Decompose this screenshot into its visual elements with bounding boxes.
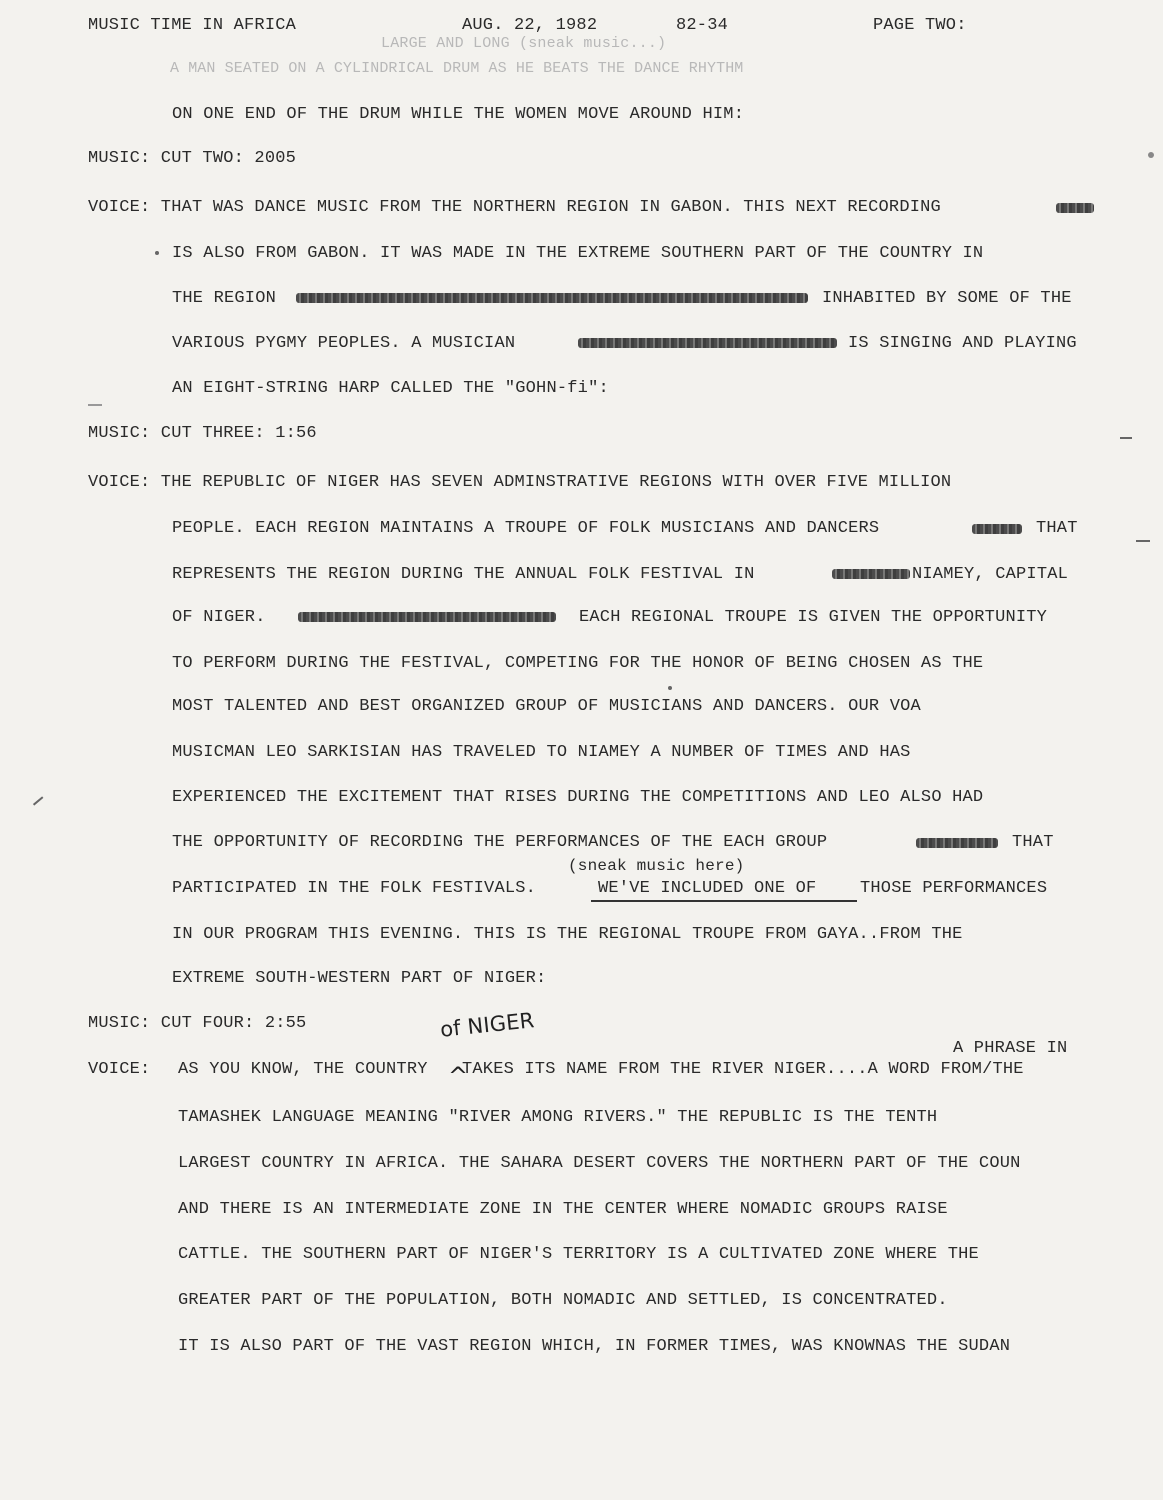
redaction-4 (972, 524, 1022, 534)
line-06a: VARIOUS PYGMY PEOPLES. A MUSICIAN (172, 334, 516, 353)
line-10b: THAT (1036, 519, 1078, 538)
line-17a: THE OPPORTUNITY OF RECORDING THE PERFORMANCES OF THE EACH GROUP (172, 833, 828, 852)
redaction-6 (298, 612, 556, 622)
line-19a: PARTICIPATED IN THE FOLK FESTIVALS. (172, 879, 537, 898)
line-18-note: (sneak music here) (568, 857, 745, 875)
line-12b: EACH REGIONAL TROUPE IS GIVEN THE OPPORTUNITY (579, 608, 1048, 627)
line-21: EXTREME SOUTH-WESTERN PART OF NIGER: (172, 969, 547, 988)
line-11a: REPRESENTS THE REGION DURING THE ANNUAL FOLK FESTIVAL IN (172, 565, 755, 584)
line-04: IS ALSO FROM GABON. IT WAS MADE IN THE EXTREME SOUTHERN PART OF THE COUNTRY IN (172, 244, 984, 263)
line-23-insert: A PHRASE IN (953, 1039, 1068, 1058)
line-06b: IS SINGING AND PLAYING (848, 334, 1077, 353)
redaction-1 (1056, 203, 1094, 213)
line-24b: TAKES ITS NAME FROM THE RIVER NIGER....A WORD FROM/THE (462, 1060, 1024, 1079)
redaction-2 (296, 293, 808, 303)
line-26: LARGEST COUNTRY IN AFRICA. THE SAHARA DESERT COVERS THE NORTHERN PART OF THE COUN (178, 1154, 1021, 1173)
line-20: IN OUR PROGRAM THIS EVENING. THIS IS THE REGIONAL TROUPE FROM GAYA..FROM THE (172, 925, 963, 944)
line-25: TAMASHEK LANGUAGE MEANING "RIVER AMONG RIVERS." THE REPUBLIC IS THE TENTH (178, 1108, 938, 1127)
line-07: AN EIGHT-STRING HARP CALLED THE "GOHN-fi": (172, 379, 609, 398)
line-14: MOST TALENTED AND BEST ORGANIZED GROUP OF MUSICIANS AND DANCERS. OUR VOA (172, 697, 921, 716)
paper-mark (1136, 540, 1150, 542)
paper-mark (1120, 437, 1132, 439)
faded-line-1: LARGE AND LONG (sneak music...) (381, 35, 667, 52)
line-05b: INHABITED BY SOME OF THE (822, 289, 1072, 308)
paper-mark (33, 796, 43, 805)
line-10a: PEOPLE. EACH REGION MAINTAINS A TROUPE OF FOLK MUSICIANS AND DANCERS (172, 519, 880, 538)
line-22: MUSIC: CUT FOUR: 2:55 (88, 1014, 307, 1033)
handwritten-caret: ^ (448, 1062, 469, 1090)
paper-mark (155, 251, 159, 255)
line-13: TO PERFORM DURING THE FESTIVAL, COMPETING FOR THE HONOR OF BEING CHOSEN AS THE (172, 654, 984, 673)
line-09: VOICE: THE REPUBLIC OF NIGER HAS SEVEN ADMINSTRATIVE REGIONS WITH OVER FIVE MILLION (88, 473, 952, 492)
line-19c: THOSE PERFORMANCES (860, 879, 1048, 898)
redaction-5 (832, 569, 910, 579)
header-page: PAGE TWO: (873, 16, 967, 35)
redaction-3 (578, 338, 837, 348)
paper-mark (668, 686, 672, 690)
line-19b: WE'VE INCLUDED ONE OF (598, 879, 817, 898)
header-program: MUSIC TIME IN AFRICA (88, 16, 297, 35)
redaction-7 (916, 838, 998, 848)
header-number: 82-34 (676, 16, 729, 35)
line-03: VOICE: THAT WAS DANCE MUSIC FROM THE NORTHERN REGION IN GABON. THIS NEXT RECORDING (88, 198, 941, 217)
header-date: AUG. 22, 1982 (462, 16, 598, 35)
paper-mark (1148, 152, 1154, 158)
line-02: MUSIC: CUT TWO: 2005 (88, 149, 297, 168)
faded-line-2: A MAN SEATED ON A CYLINDRICAL DRUM AS HE BEATS THE DANCE RHYTHM (170, 60, 744, 77)
line-30: IT IS ALSO PART OF THE VAST REGION WHICH, IN FORMER TIMES, WAS KNOWNAS THE SUDAN (178, 1337, 1011, 1356)
line-12a: OF NIGER. (172, 608, 266, 627)
line-15: MUSICMAN LEO SARKISIAN HAS TRAVELED TO NIAMEY A NUMBER OF TIMES AND HAS (172, 743, 911, 762)
line-08: MUSIC: CUT THREE: 1:56 (88, 424, 317, 443)
line-24-label: VOICE: (88, 1060, 151, 1079)
line-17b: THAT (1012, 833, 1054, 852)
line-11b: NIAMEY, CAPITAL (912, 565, 1069, 584)
paper-mark (88, 404, 102, 406)
line-24a: AS YOU KNOW, THE COUNTRY (178, 1060, 428, 1079)
line-28: CATTLE. THE SOUTHERN PART OF NIGER'S TERRITORY IS A CULTIVATED ZONE WHERE THE (178, 1245, 979, 1264)
line-05a: THE REGION (172, 289, 277, 308)
handwritten-insert: of NIGER (438, 1008, 536, 1042)
underline-1 (591, 900, 857, 902)
line-27: AND THERE IS AN INTERMEDIATE ZONE IN THE CENTER WHERE NOMADIC GROUPS RAISE (178, 1200, 948, 1219)
line-01: ON ONE END OF THE DRUM WHILE THE WOMEN MOVE AROUND HIM: (172, 105, 745, 124)
line-16: EXPERIENCED THE EXCITEMENT THAT RISES DURING THE COMPETITIONS AND LEO ALSO HAD (172, 788, 984, 807)
line-29: GREATER PART OF THE POPULATION, BOTH NOMADIC AND SETTLED, IS CONCENTRATED. (178, 1291, 948, 1310)
